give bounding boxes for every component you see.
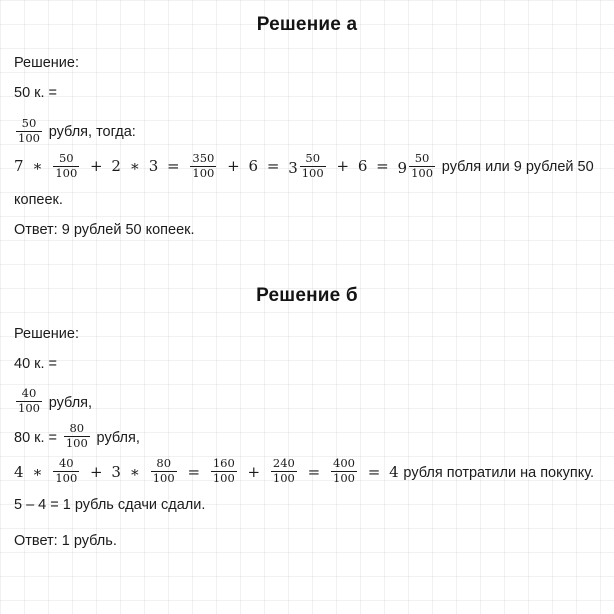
- eq-a-add-6: 6: [248, 157, 259, 175]
- eq-b-fraction-160-100: $\frac{160}{100}$: [212, 456, 235, 485]
- fraction-tail-text: рубля,: [48, 394, 93, 411]
- section-a-fraction-line: [14, 114, 600, 149]
- plus-sign: +: [247, 462, 261, 481]
- eq-a-second-factor: 2: [111, 157, 121, 175]
- eq-a-second-value: 3: [148, 157, 159, 175]
- equals-sign: =: [167, 157, 180, 175]
- eq-b-fraction-80-100: $\frac{80}{100}$: [152, 456, 175, 485]
- eq-a-tail-text: рубля или 9 рублей 50: [441, 159, 594, 175]
- section-a-title: Решение а: [256, 14, 358, 35]
- line80-prefix: 80 к. =: [14, 429, 58, 446]
- fraction-40-100: $\frac{40}{100}$: [18, 386, 40, 415]
- equals-sign: =: [307, 462, 321, 481]
- fraction-80-100: $\frac{80}{100}$: [65, 421, 88, 450]
- multiply-sign: ∗: [32, 462, 43, 481]
- equals-sign: =: [266, 157, 280, 175]
- eq-a-mixed-9-50-100: 9 $\frac{50}{100}$: [397, 151, 434, 180]
- plus-sign: +: [227, 157, 240, 175]
- eq-a-add-6-second: 6: [357, 157, 368, 175]
- eq-b-fraction-40-100: $\frac{40}{100}$: [55, 456, 78, 485]
- eq-b-fraction-400-100: $\frac{400}{100}$: [333, 456, 355, 485]
- eq-b-second-factor: 3: [111, 462, 121, 481]
- eq-b-result: 4: [389, 462, 399, 481]
- section-b-equation: [14, 455, 600, 490]
- section-b-fraction-line: [14, 385, 600, 420]
- line80-tail: рубля,: [96, 429, 140, 446]
- multiply-sign: ∗: [129, 462, 140, 481]
- eq-b-first-factor: 4: [14, 462, 24, 481]
- eq-a-fraction-1: $\frac{50}{100}$: [55, 150, 78, 180]
- plus-sign: +: [90, 462, 103, 481]
- eq-a-first-factor: 7: [14, 157, 24, 175]
- section-b-80-kopecks-line: [14, 420, 600, 455]
- eq-b-fraction-240-100: $\frac{240}{100}$: [272, 456, 295, 485]
- section-a-answer: Ответ: 9 рублей 50 копеек.: [14, 221, 195, 238]
- eq-a-fraction-350-100: $\frac{350}{100}$: [192, 150, 215, 180]
- section-b-answer: Ответ: 1 рубль.: [14, 532, 117, 549]
- section-a-continuation: копеек.: [14, 191, 63, 208]
- section-b-change-line: 5 – 4 = 1 рубль сдачи сдали.: [14, 496, 206, 513]
- fraction-50-100: $\frac{50}{100}$: [18, 115, 40, 145]
- equals-sign: =: [367, 462, 381, 481]
- section-a-equation: [14, 149, 600, 185]
- eq-a-mixed-3-50-100: 3 $\frac{50}{100}$: [288, 151, 324, 180]
- section-b-title: Решение б: [256, 284, 358, 306]
- section-a-kopecks-line: 50 к. =: [14, 85, 58, 101]
- plus-sign: +: [90, 157, 103, 175]
- eq-b-tail-text: рубля потратили на покупку.: [403, 464, 595, 481]
- section-b-kopecks-line: 40 к. =: [14, 355, 58, 372]
- spacer: [14, 245, 600, 271]
- fraction-tail-text: рубля, тогда:: [48, 124, 136, 140]
- plus-sign: +: [336, 157, 350, 175]
- fraction-50-100: $\frac{50}{100}$: [301, 151, 324, 180]
- section-b-solution-label: Решение:: [14, 325, 79, 342]
- document-page: [0, 14, 614, 614]
- equals-sign: =: [376, 157, 389, 175]
- fraction-50-100: $\frac{50}{100}$: [411, 151, 434, 180]
- multiply-sign: ∗: [129, 157, 140, 175]
- section-a-solution-label: Решение:: [14, 55, 79, 71]
- equals-sign: =: [187, 462, 201, 481]
- multiply-sign: ∗: [32, 157, 43, 175]
